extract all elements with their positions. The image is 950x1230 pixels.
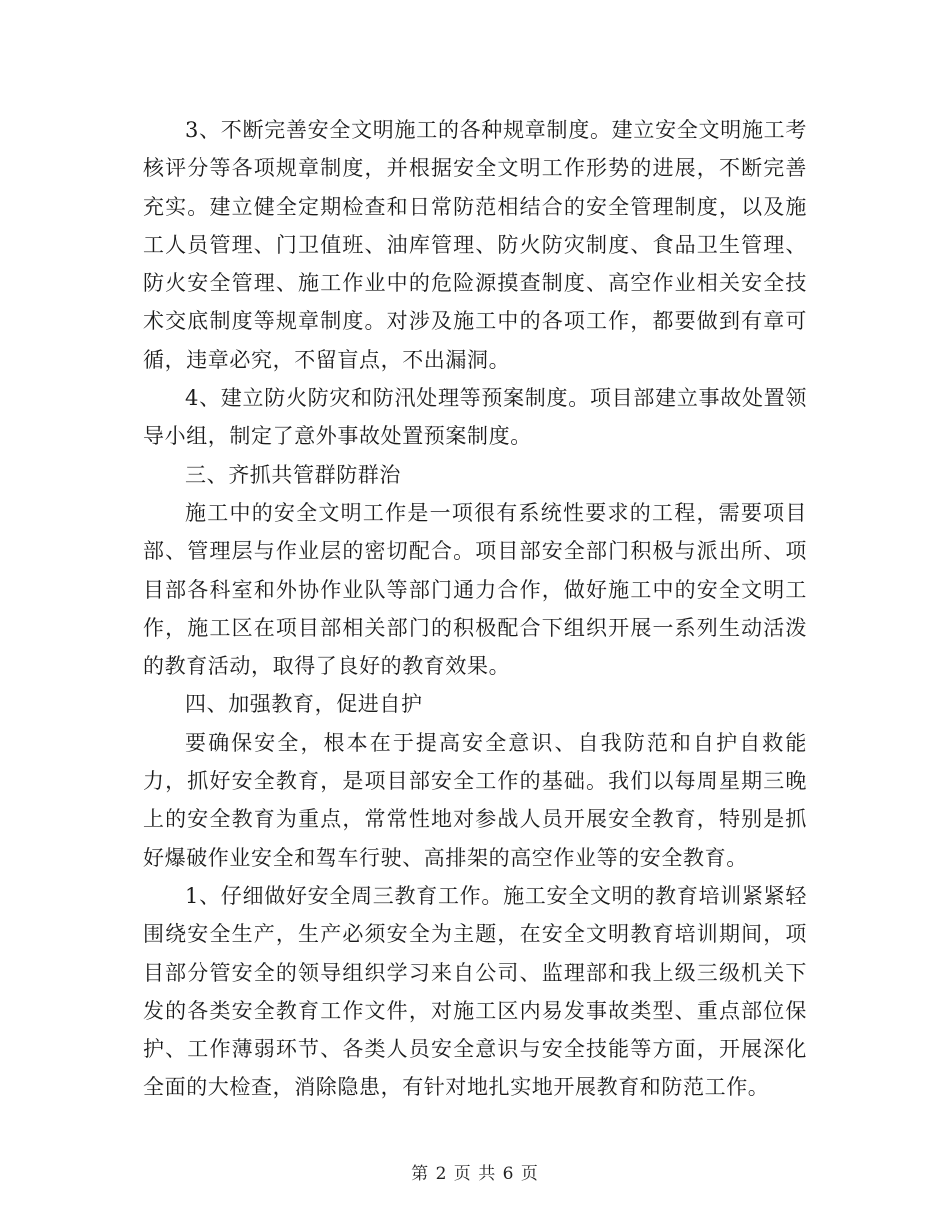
footer-prefix: 第 <box>411 1164 430 1184</box>
page-footer <box>0 1159 950 1184</box>
paragraph-wednesday-education: 1、仔细做好安全周三教育工作。施工安全文明的教育培训紧紧轻围绕安全生产，生产必须安全为主题，在安全文明教育培训期间，项目部分管安全的领导组织学习来自公司、监理部和我上级三级机关下发的各类安全教育工作文件，对施工区内易发事故类型、重点部位保护、工作薄弱环节、各类人员安全意识与安全技能等方面，开展深化全面的大检查，消除隐患，有针对地扎实地开展教育和防范工作。 <box>143 883 807 1100</box>
paragraph-cooperation: 施工中的安全文明工作是一项很有系统性要求的工程，需要项目部、管理层与作业层的密切配合。项目部安全部门积极与派出所、项目部各科室和外协作业队等部门通力合作，做好施工中的安全文明工作，施工区在项目部相关部门的积极配合下组织开展一系列生动活泼的教育活动，取得了良好的教育效果。 <box>143 500 807 679</box>
section-heading-joint-management: 三、齐抓共管群防群治 <box>185 462 401 487</box>
footer-current-page: 2 <box>435 1164 448 1184</box>
footer-page-word: 页 <box>453 1164 472 1184</box>
footer-total-word: 共 <box>478 1164 497 1184</box>
paragraph-contingency-plans: 4、建立防火防灾和防汛处理等预案制度。项目部建立事故处置领导小组，制定了意外事故处置预案制度。 <box>143 386 807 449</box>
document-body <box>143 111 807 1107</box>
footer-suffix: 页 <box>520 1164 539 1184</box>
paragraph-safety-awareness: 要确保安全，根本在于提高安全意识、自我防范和自护自救能力，抓好安全教育，是项目部安全工作的基础。我们以每周星期三晚上的安全教育为重点，常常性地对参战人员开展安全教育，特别是抓好爆破作业安全和驾车行驶、高排架的高空作业等的安全教育。 <box>143 730 807 870</box>
paragraph-regulations: 3、不断完善安全文明施工的各种规章制度。建立安全文明施工考核评分等各项规章制度，并根据安全文明工作形势的进展，不断完善充实。建立健全定期检查和日常防范相结合的安全管理制度，以及施工人员管理、门卫值班、油库管理、防火防灾制度、食品卫生管理、防火安全管理、施工作业中的危险源摸查制度、高空作业相关安全技术交底制度等规章制度。对涉及施工中的各项工作，都要做到有章可循，违章必究，不留盲点，不出漏洞。 <box>143 118 807 372</box>
footer-total-pages: 6 <box>502 1164 515 1184</box>
section-heading-education: 四、加强教育，促进自护 <box>185 692 423 717</box>
